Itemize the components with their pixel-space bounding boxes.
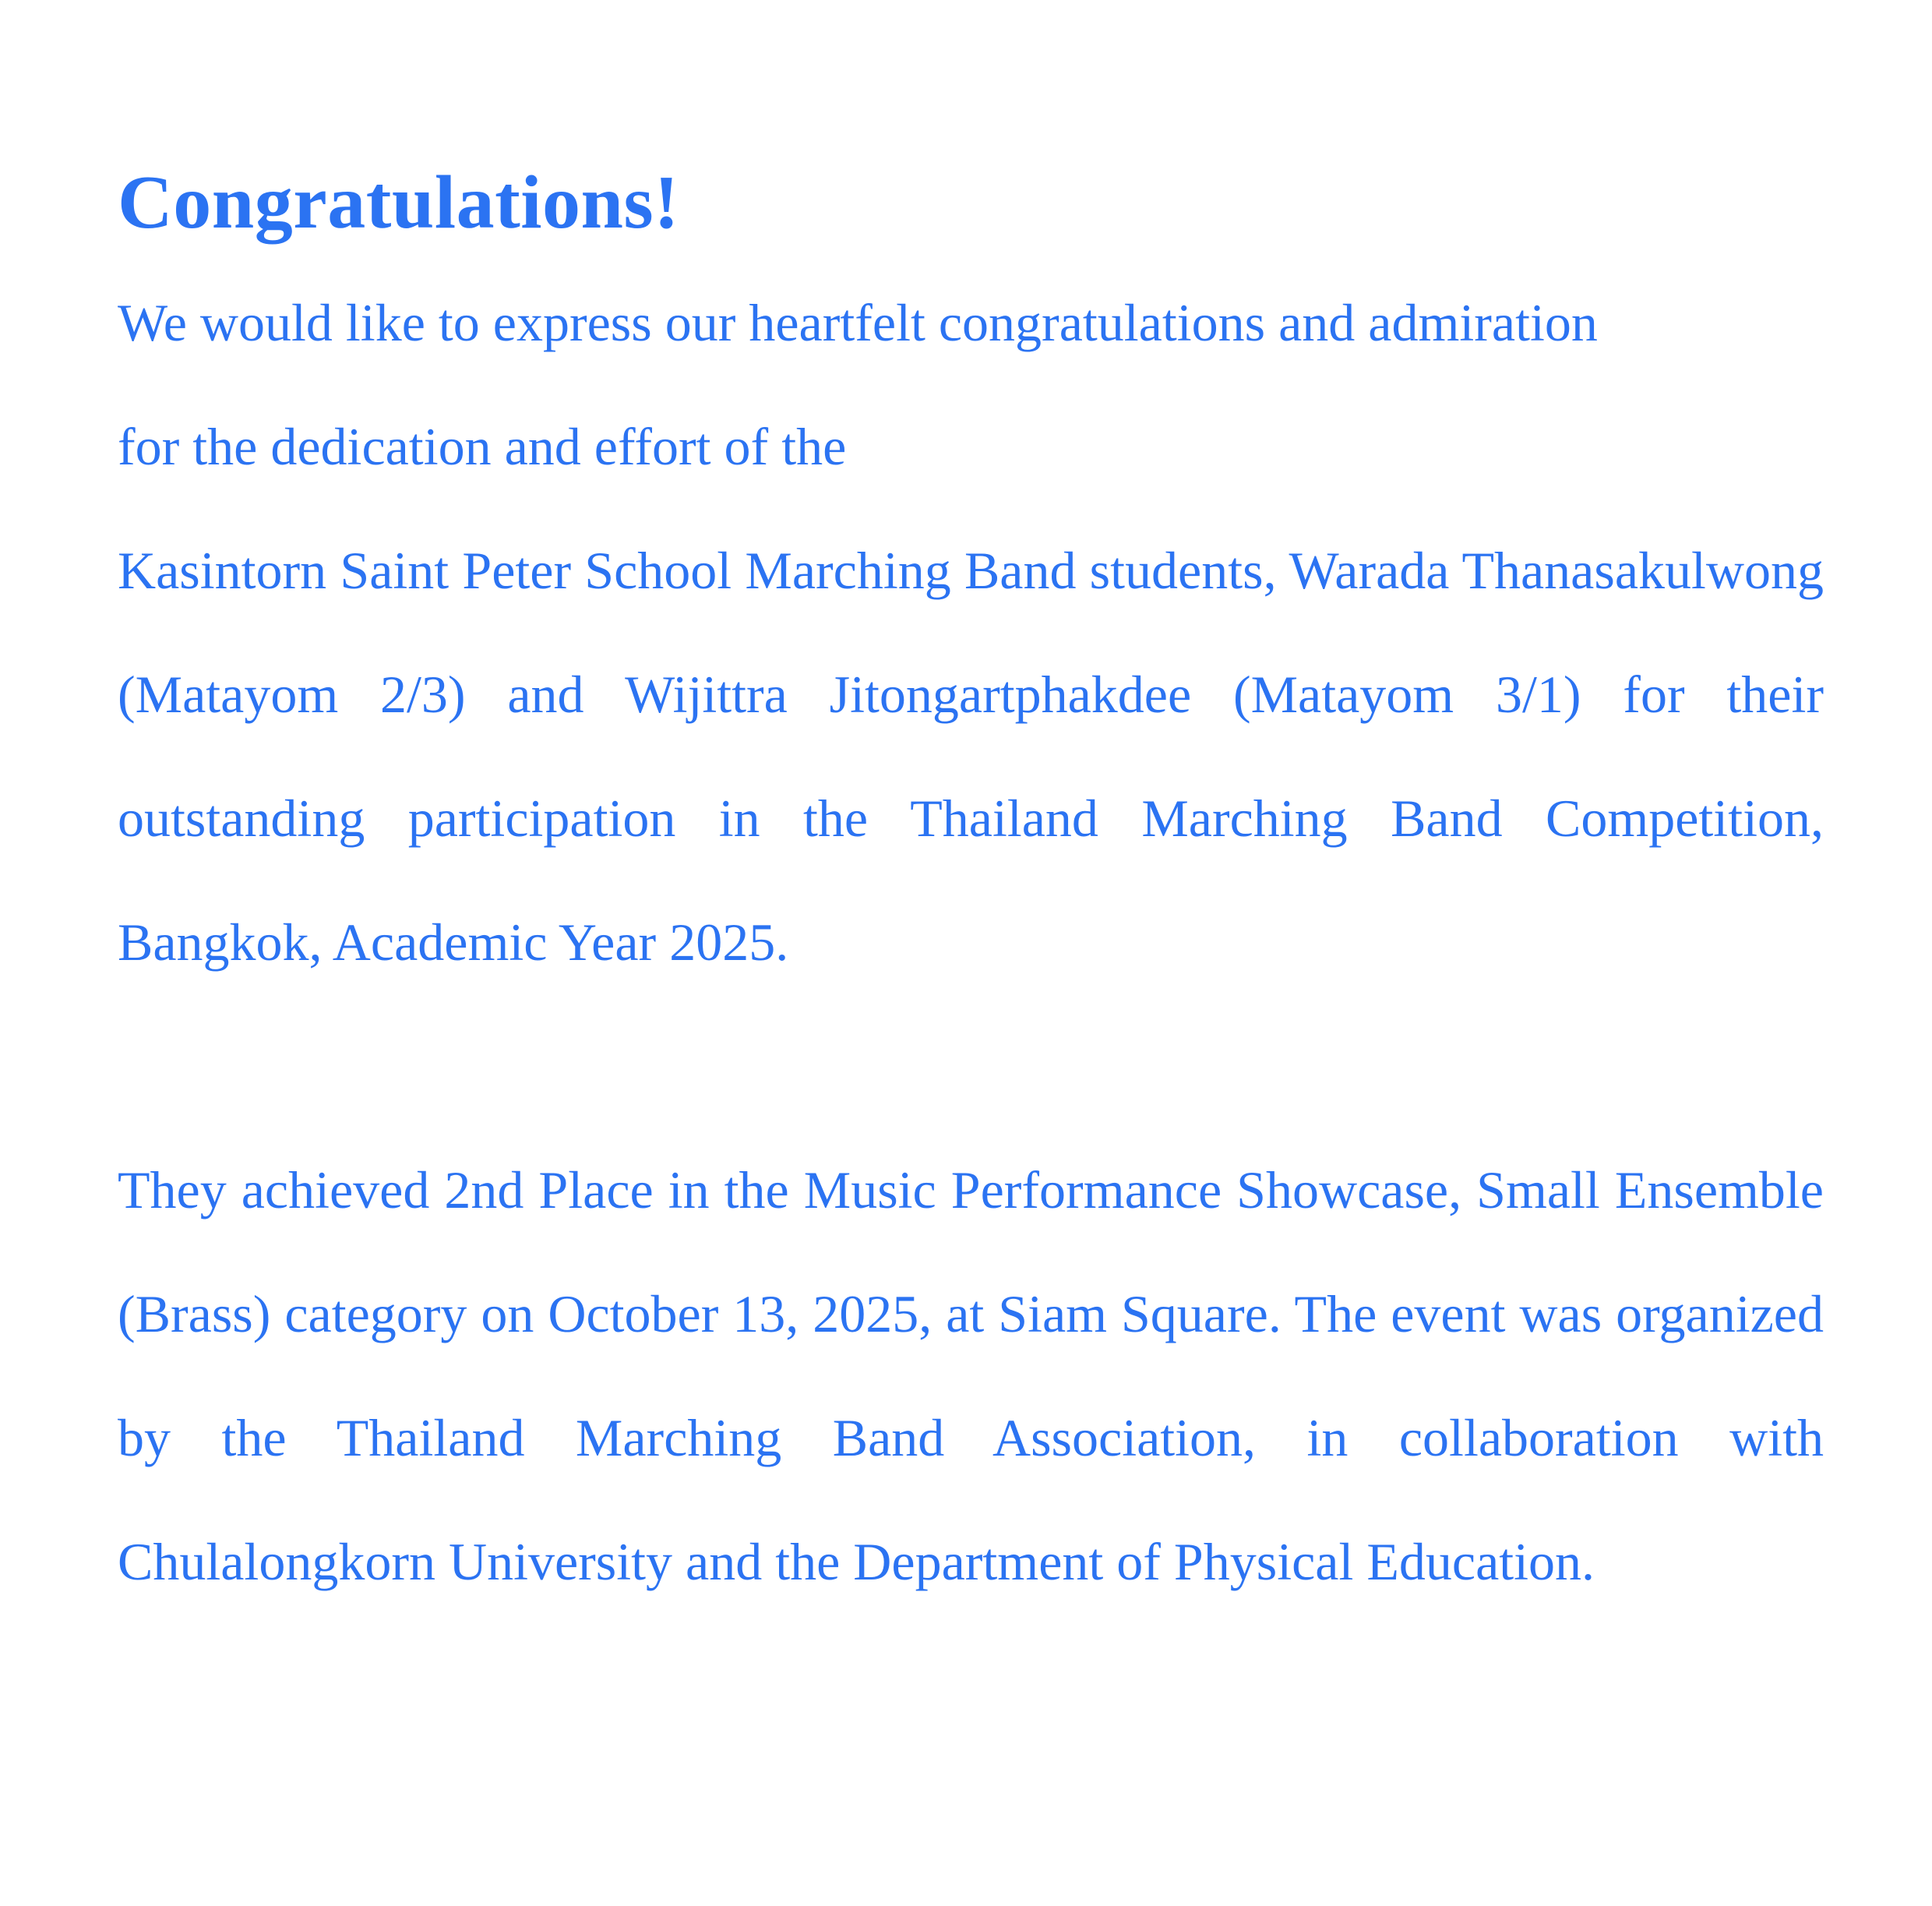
letter-title: Congratulations! — [118, 161, 680, 245]
intro-text — [118, 261, 1824, 509]
intro-line-2: for the dedication and effort of the — [118, 417, 847, 476]
congratulations-letter — [118, 152, 1824, 1624]
achievement-paragraph: They achieved 2nd Place in the Music Performance Showcase, Small Ensemble (Brass) category on October 13, 2025, at Siam Square. The event was organized by the Thailand Marching Band Association, in collaboration with Chulalongkorn University and the Department of Physical Education. — [118, 1160, 1824, 1591]
intro-line-1: We would like to express our heartfelt congratulations and admiration — [118, 293, 1598, 352]
participation-paragraph: Kasintorn Saint Peter School Marching Band students, Warada Thanasakulwong (Matayom 2/3) and Wijittra Jitongartphakdee (Matayom 3/1) for their outstanding participation in the Thailand Marching Band Competition, Bangkok, Academic Year 2025. — [118, 541, 1824, 972]
